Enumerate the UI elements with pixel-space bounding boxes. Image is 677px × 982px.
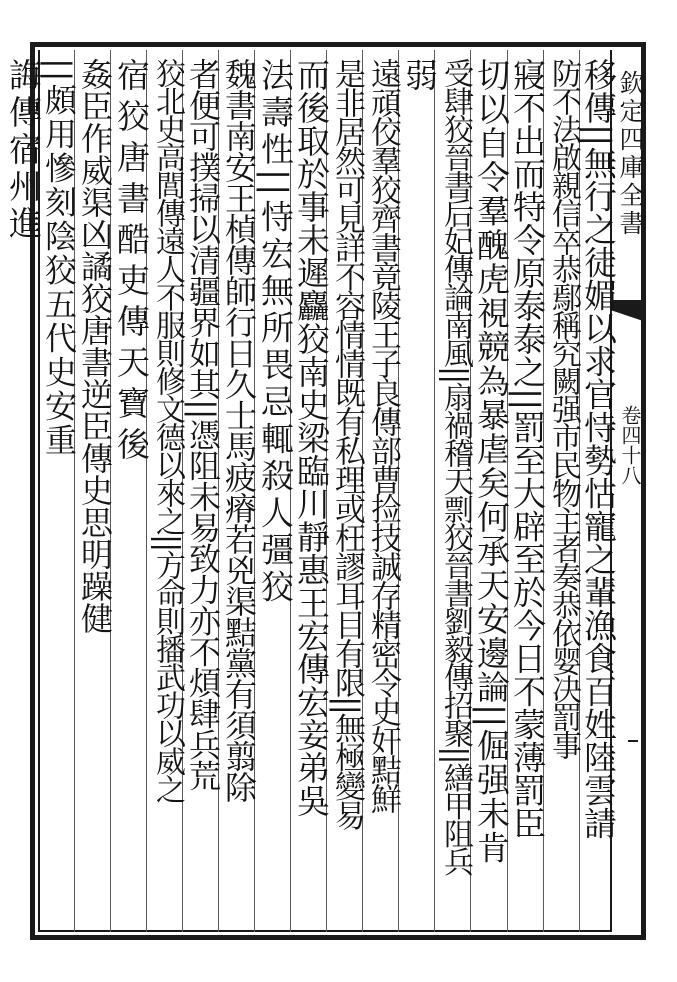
- text-column-12: 者便可撲掃以清疆界如其||憑阻未易致力亦不煩肆兵荒: [184, 58, 222, 791]
- text-column-3: 寢不出而特令原泰泰之||罰至大辟至於今日不蒙薄罰臣: [508, 58, 547, 840]
- text-column-16: ||頗用慘刻陰狡五代史安重: [40, 58, 78, 458]
- text-column-8: 是非居然可見詳不容情情既有私理或枉謬耳目有限||無極變易: [329, 58, 365, 829]
- text-column-13: 狡北史高閭傳遠人不服則修文德以來之||方命則播武功以威之: [150, 58, 185, 803]
- text-column-6: 弱: [400, 58, 439, 91]
- text-column-14: 宿狡唐書酷吏傳天寶後: [112, 58, 151, 468]
- text-column-1: 移傳||無行之徒媚以求官恃勢怙寵之輩漁食百姓陸雲請: [579, 58, 618, 840]
- volume-number: 卷四十八: [618, 405, 642, 485]
- text-column-10: 法壽性||恃宏無所畏忌輒殺人彊狡: [256, 58, 295, 607]
- text-column-5: 受肆狡晉書后妃傳論南風||扇禍稽天剽狡晉書劉毅傳招聚||繕甲阻兵: [438, 58, 473, 875]
- text-column-15: 姦臣作威渠凶譎狡唐書逆臣傳史思明躁健: [76, 58, 114, 634]
- folio-mark: [628, 740, 638, 742]
- text-column-4: 切以自令羣醜虎視競為暴虐矣何承天安邊論||倔强未肯: [472, 58, 511, 865]
- text-column-9: 而後取於事未遲麤狡南史梁臨川靜惠王宏傳宏妾弟吳: [292, 58, 331, 817]
- text-column-2: 防不法啟親信卒恭鄢稱究闕强市民物主者奏恭依婴决罰事: [546, 58, 581, 758]
- text-column-7: 遠頑佼羣狡齊書竟陵王子良傳部曹捡技誠存精密令史奸黠鮮: [365, 58, 401, 812]
- text-column-17: 誨傳宿州進: [4, 58, 43, 243]
- text-column-11: 魏書南安王楨傳師行日久士馬疲瘠若兇渠黠黨有須翦除: [220, 58, 258, 802]
- book-title: 欽定四庫全書: [616, 70, 645, 238]
